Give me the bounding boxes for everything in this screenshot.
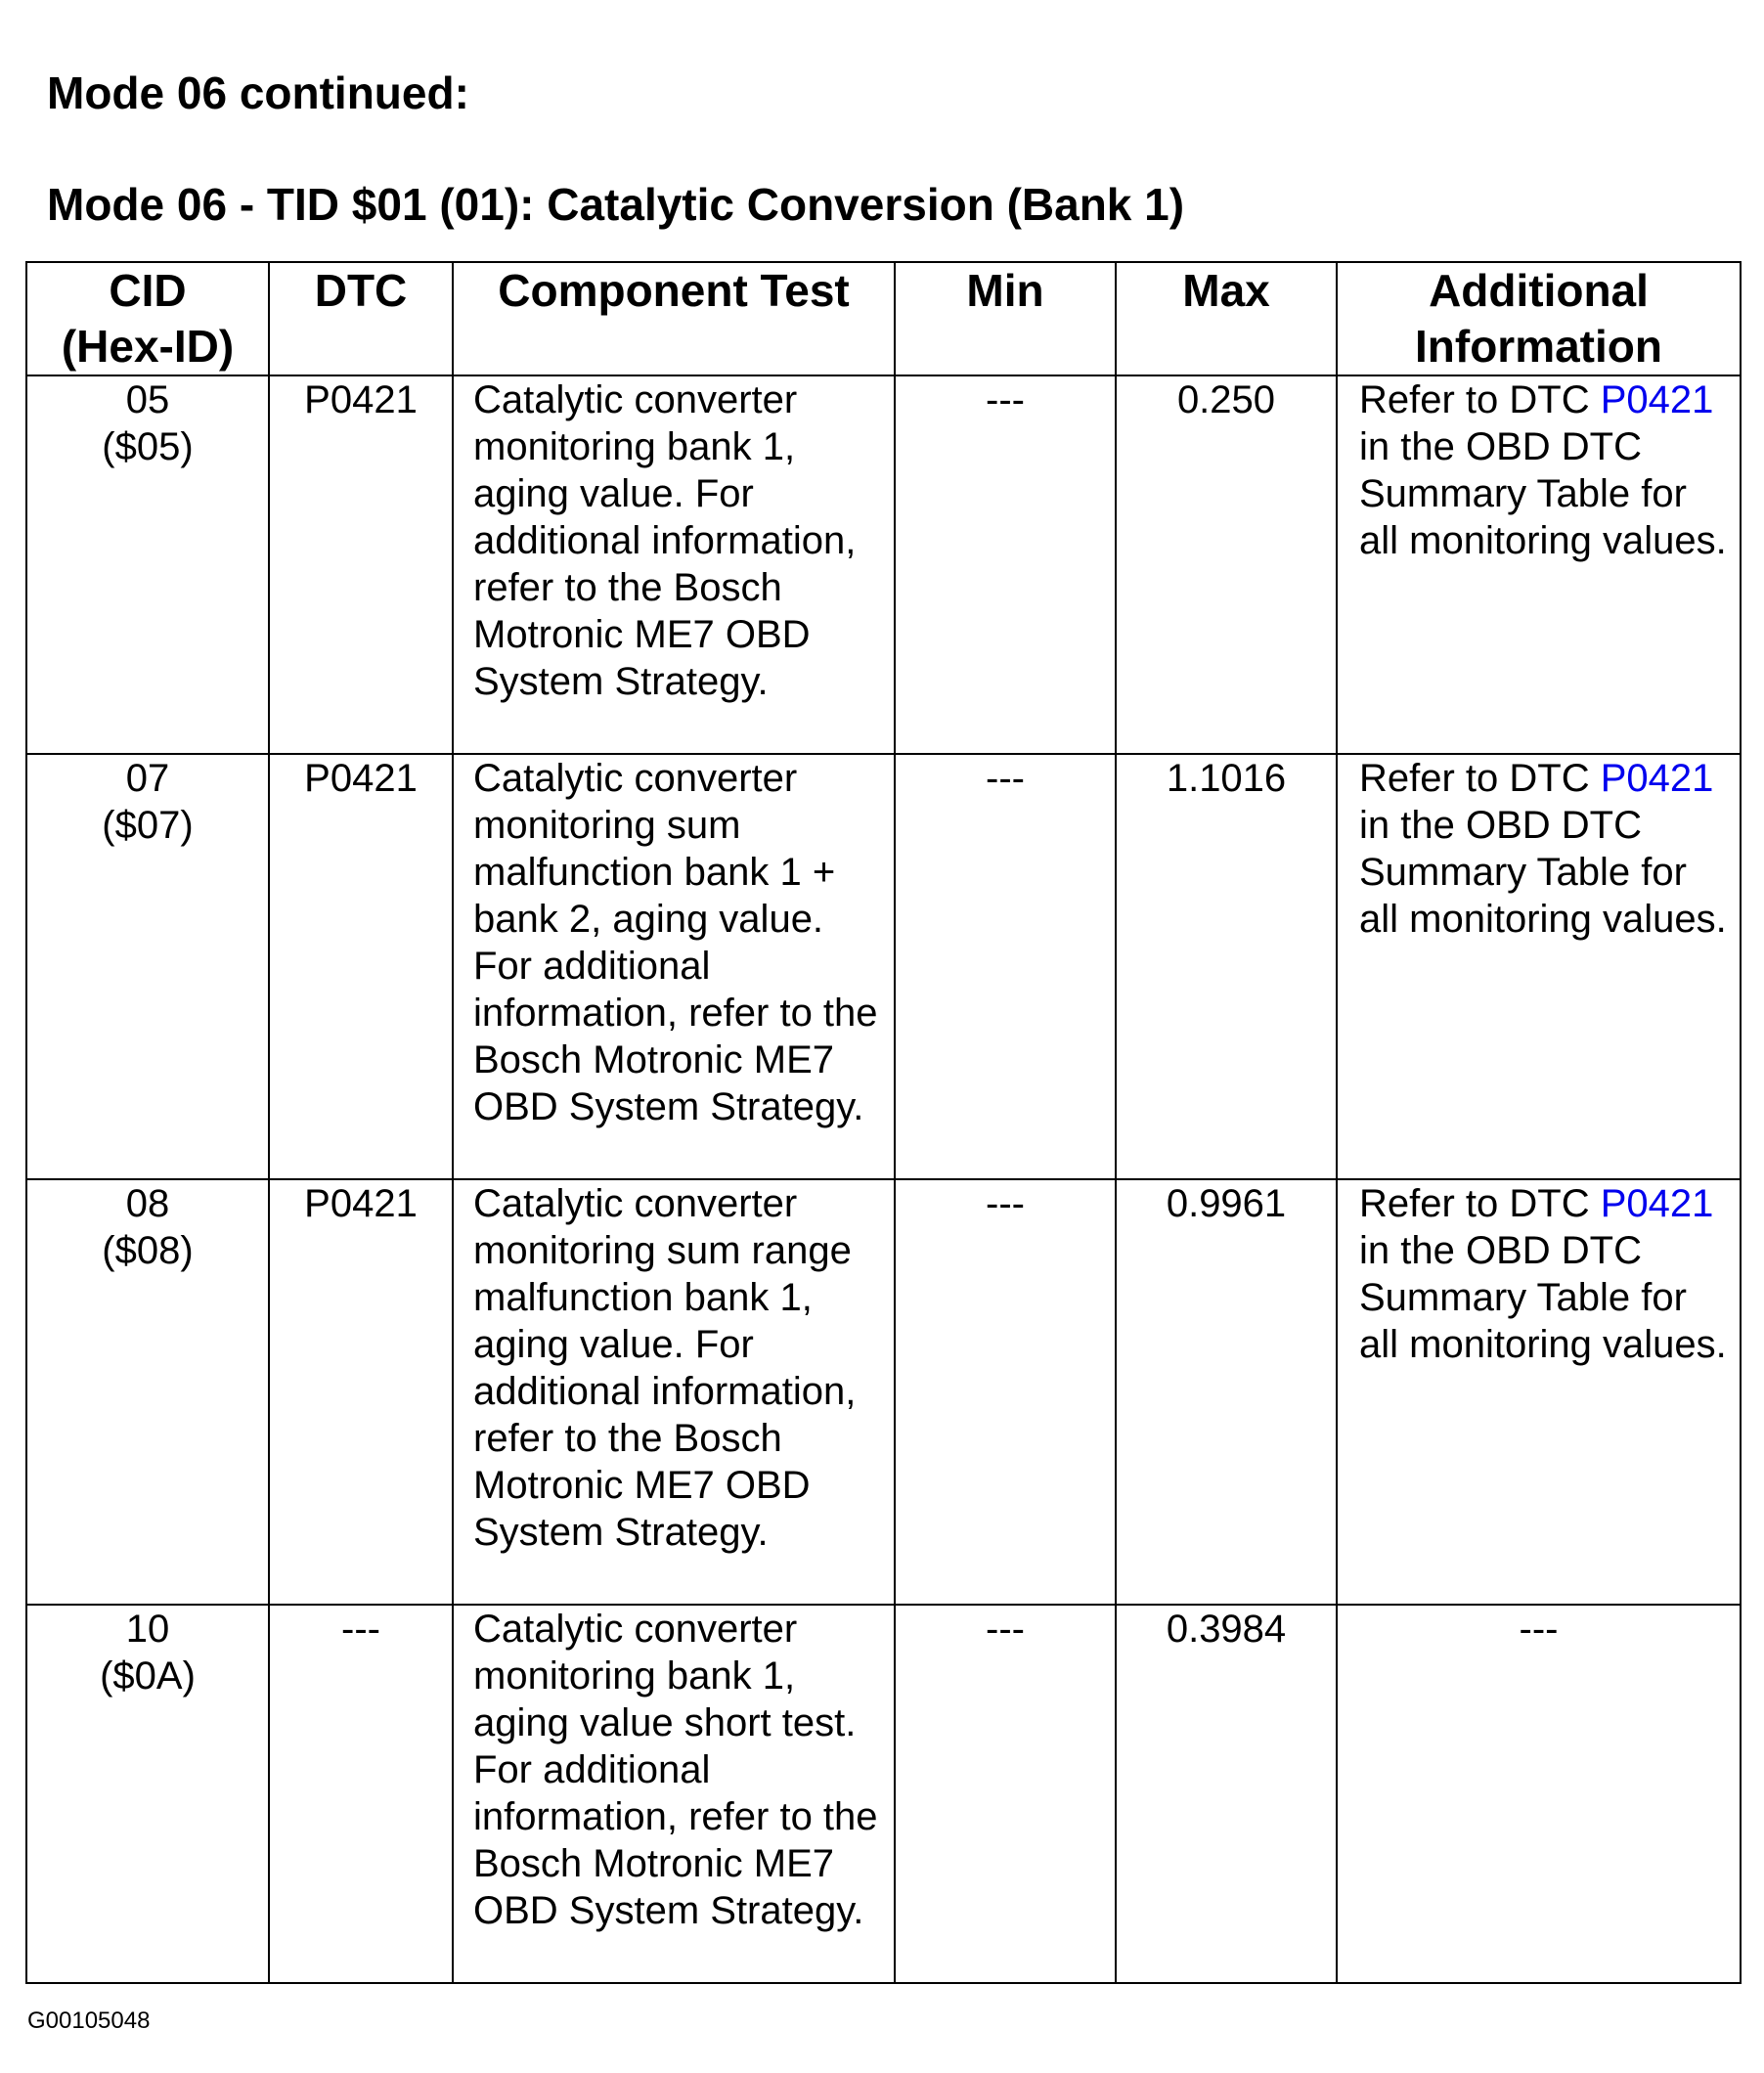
dtc-link[interactable]: P0421 — [1600, 757, 1714, 800]
min-cell: --- — [895, 1605, 1116, 1983]
component-test-cell: Catalytic converter monitoring sum malfunction bank 1 + bank 2, aging value. For additional information, refer to the Bosch Motronic ME7 OBD System Strategy. — [453, 754, 895, 1179]
header-component-test: Component Test — [453, 262, 895, 375]
dtc-link[interactable]: P0421 — [1600, 378, 1714, 421]
cid-value: 10 — [125, 1608, 170, 1651]
cid-value: 05 — [125, 378, 170, 421]
dtc-cell: P0421 — [269, 1179, 453, 1605]
additional-info-cell: --- — [1337, 1605, 1741, 1983]
additional-info-cell — [1337, 754, 1741, 1179]
figure-id: G00105048 — [27, 2007, 151, 2034]
info-text-before-link: Refer to DTC — [1359, 757, 1590, 800]
page-title: Mode 06 continued: — [47, 67, 469, 118]
header-info-line2: Information — [1415, 321, 1662, 372]
hex-id-value: ($08) — [102, 1229, 194, 1272]
component-test-cell: Catalytic converter monitoring bank 1, aging value short test. For additional information, refer to the Bosch Motronic ME7 OBD System Strategy. — [453, 1605, 895, 1983]
hex-id-value: ($05) — [102, 425, 194, 468]
min-cell: --- — [895, 754, 1116, 1179]
max-cell: 0.9961 — [1116, 1179, 1337, 1605]
info-text-before-link: Refer to DTC — [1359, 378, 1590, 421]
dtc-cell: P0421 — [269, 375, 453, 754]
min-cell: --- — [895, 1179, 1116, 1605]
hex-id-value: ($07) — [102, 804, 194, 847]
dtc-cell: --- — [269, 1605, 453, 1983]
table-row — [26, 754, 1741, 1179]
header-cid — [26, 262, 269, 375]
additional-info-cell — [1337, 1179, 1741, 1605]
max-cell: 0.250 — [1116, 375, 1337, 754]
cid-cell — [26, 754, 269, 1179]
min-cell: --- — [895, 375, 1116, 754]
table-header-row — [26, 262, 1741, 375]
dtc-cell: P0421 — [269, 754, 453, 1179]
table-row — [26, 1605, 1741, 1983]
additional-info-cell — [1337, 375, 1741, 754]
cid-value: 08 — [125, 1182, 170, 1225]
header-info-line1: Additional — [1429, 265, 1649, 316]
header-max: Max — [1116, 262, 1337, 375]
table-row — [26, 375, 1741, 754]
dtc-link[interactable]: P0421 — [1600, 1182, 1714, 1225]
cid-value: 07 — [125, 757, 170, 800]
max-cell: 0.3984 — [1116, 1605, 1337, 1983]
component-test-cell: Catalytic converter monitoring sum range malfunction bank 1, aging value. For additional information, refer to the Bosch Motronic ME7 OBD System Strategy. — [453, 1179, 895, 1605]
header-additional-information — [1337, 262, 1741, 375]
max-cell: 1.1016 — [1116, 754, 1337, 1179]
header-cid-line1: CID — [109, 265, 187, 316]
mode06-table — [25, 261, 1742, 1984]
info-text-before-link: Refer to DTC — [1359, 1182, 1590, 1225]
cid-cell — [26, 1179, 269, 1605]
header-min: Min — [895, 262, 1116, 375]
header-cid-line2: (Hex-ID) — [61, 321, 235, 372]
cid-cell — [26, 375, 269, 754]
component-test-cell: Catalytic converter monitoring bank 1, aging value. For additional information, refer to the Bosch Motronic ME7 OBD System Strategy. — [453, 375, 895, 754]
info-text-after-link: in the OBD DTC Summary Table for all monitoring values. — [1359, 1229, 1727, 1366]
cid-cell — [26, 1605, 269, 1983]
info-text-after-link: in the OBD DTC Summary Table for all monitoring values. — [1359, 425, 1727, 562]
header-dtc: DTC — [269, 262, 453, 375]
section-title: Mode 06 - TID $01 (01): Catalytic Conversion (Bank 1) — [47, 179, 1185, 230]
info-text-after-link: in the OBD DTC Summary Table for all monitoring values. — [1359, 804, 1727, 941]
hex-id-value: ($0A) — [100, 1654, 196, 1698]
table-row — [26, 1179, 1741, 1605]
